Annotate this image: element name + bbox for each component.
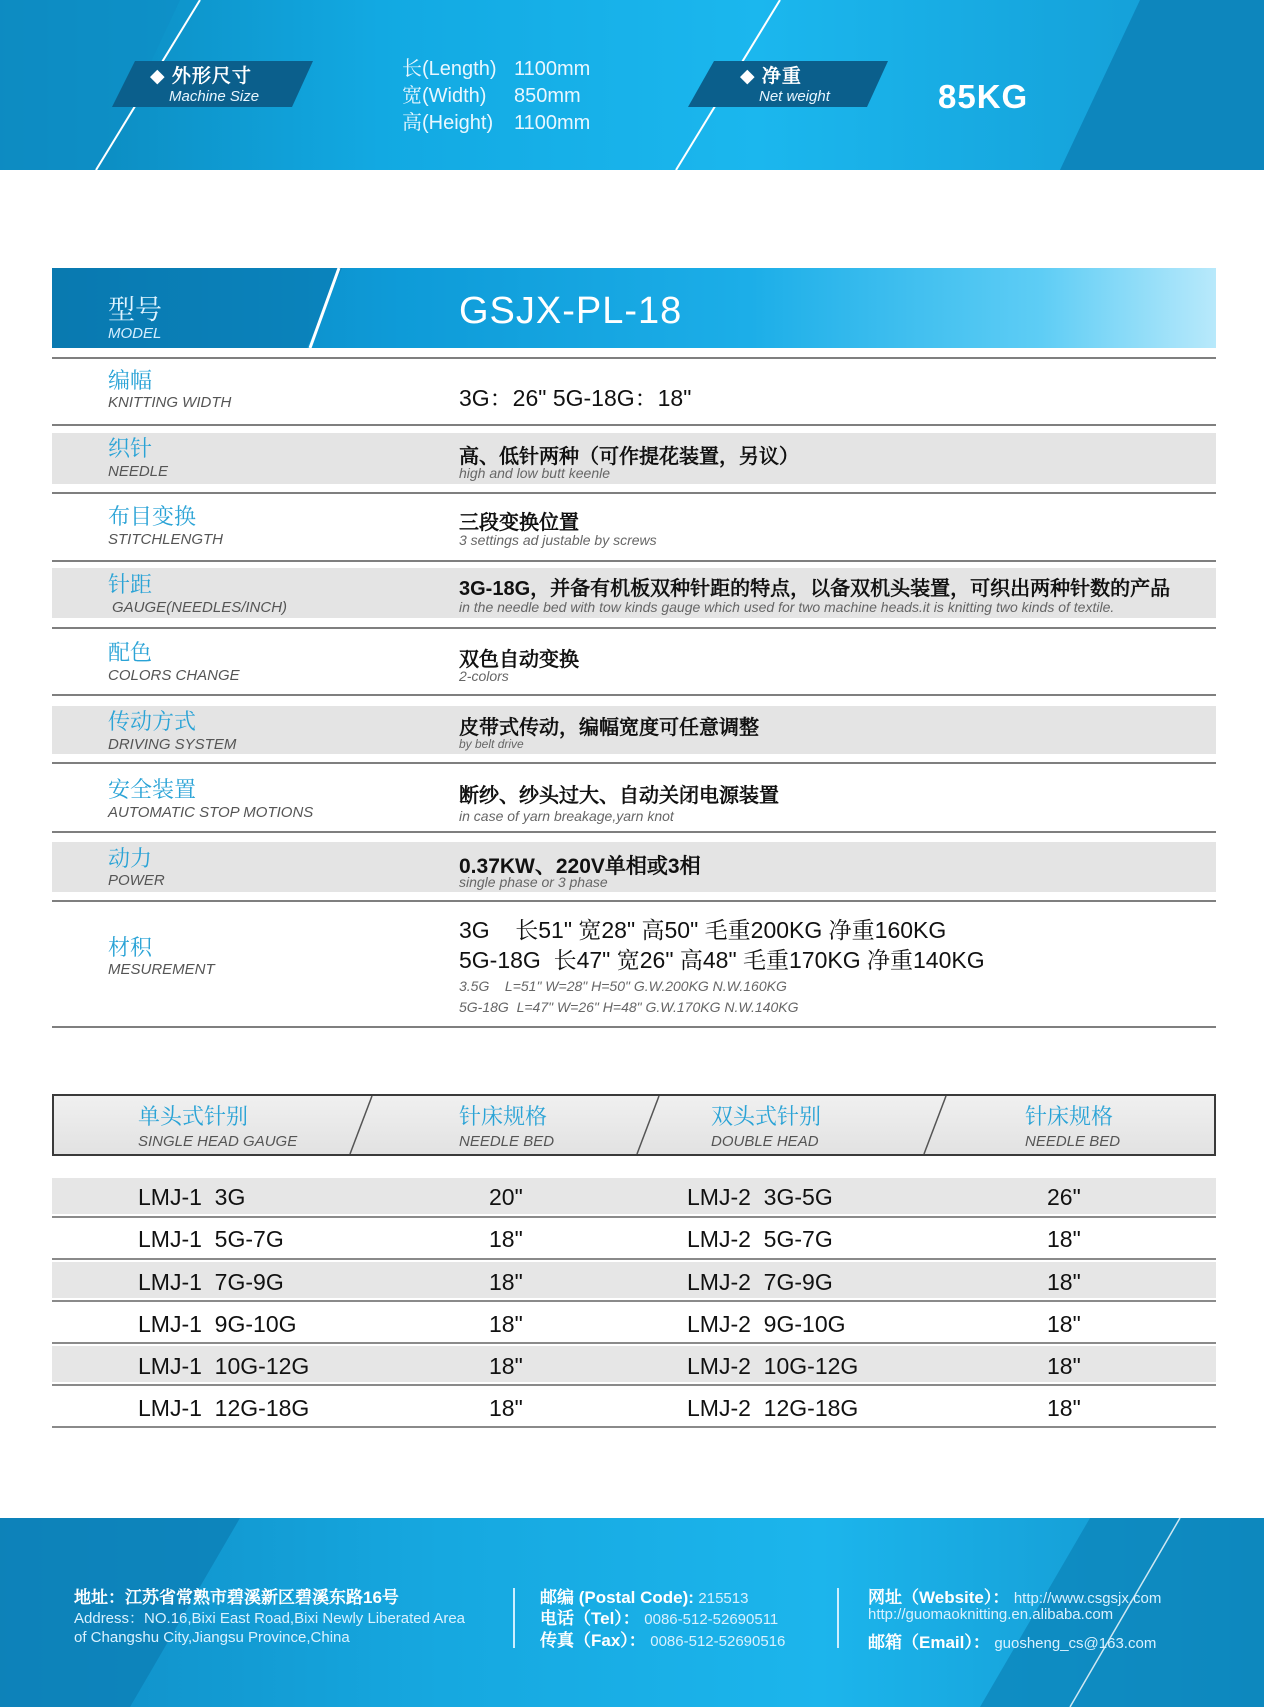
row-divider [52,560,1216,562]
alibaba-link[interactable]: http://guomaoknitting.en.alibaba.com [868,1606,1114,1623]
spec-value-en: in case of yarn breakage,yarn knot [459,808,674,824]
needle-bed-cell: 18" [1047,1353,1081,1379]
double-head-gauge-cell: LMJ-2 9G-10G [687,1311,846,1337]
row-divider [52,492,1216,494]
dimension-length: 长(Length) 1100mm [402,58,591,80]
spec-value-en: in the needle bed with tow kinds gauge which used for two machine heads.it is knitting two kinds of textile. [459,599,1115,615]
needle-bed-cell: 18" [1047,1226,1081,1252]
machine-size-zh: 外形尺寸 [171,66,252,87]
spec-label-zh: 材积 [108,935,153,960]
row-divider [52,762,1216,764]
measurement-line: 3G 长51" 宽28" 高50" 毛重200KG 净重160KG [459,917,947,943]
spec-value: 三段变换位置 [459,512,579,534]
measurement-sub-line: 5G-18G L=47" W=26" H=48" G.W.170KG N.W.140KG [459,999,799,1015]
spec-label-zh: 编幅 [108,368,153,393]
spec-label-zh: 动力 [108,846,153,871]
address-zh: 地址：江苏省常熟市碧溪新区碧溪东路16号 [74,1588,399,1607]
spec-label-en: KNITTING WIDTH [108,394,232,411]
gauge-header-en: NEEDLE BED [459,1133,555,1150]
spec-label-zh: 安全装置 [108,777,197,802]
model-label-zh: 型号 [108,295,162,325]
spec-label-en: COLORS CHANGE [108,667,240,684]
spec-label-en: GAUGE(NEEDLES/INCH) [112,599,288,616]
spec-label-en: POWER [108,872,165,889]
gauge-header-zh: 双头式针别 [711,1104,822,1129]
email-link[interactable]: guosheng_cs@163.com [994,1635,1157,1652]
spec-label-en: AUTOMATIC STOP MOTIONS [108,804,314,821]
needle-bed-cell: 18" [1047,1395,1081,1421]
diamond-bullet-icon: ◆ [740,66,756,87]
needle-bed-cell: 18" [489,1311,523,1337]
net-weight-zh: 净重 [761,66,802,87]
spec-value: 皮带式传动，编幅宽度可任意调整 [459,717,759,739]
spec-label-zh: 布目变换 [108,504,197,529]
net-weight-value: 85KG [938,78,1029,115]
row-divider [52,1426,1216,1428]
diamond-bullet-icon: ◆ [150,66,166,87]
spec-value-en: 2-colors [459,668,509,684]
dimensions-list [402,56,590,137]
spec-value: 高、低针两种（可作提花装置，另议） [459,446,799,468]
footer-divider [837,1588,839,1648]
gauge-header-en: NEEDLE BED [1025,1133,1121,1150]
machine-size-tag [150,61,259,105]
gauge-header-zh: 针床规格 [459,1104,548,1129]
spec-value-en: by belt drive [459,737,524,751]
spec-label-zh: 针距 [108,572,153,597]
row-divider [52,694,1216,696]
email: 邮箱（Email）： guosheng_cs@163.com [868,1633,1157,1652]
telephone: 电话（Tel）： 0086-512-52690511 [540,1609,779,1628]
spec-label-zh: 织针 [108,436,153,461]
spec-label-en: MESUREMENT [108,961,215,978]
address-en: of Changshu City,Jiangsu Province,China [74,1629,350,1646]
net-weight-en: Net weight [759,88,830,105]
spec-value-en: single phase or 3 phase [459,874,608,890]
gauge-header-zh: 单头式针别 [138,1104,249,1129]
row-divider [52,900,1216,902]
single-head-gauge-cell: LMJ-1 10G-12G [138,1353,310,1379]
spec-value-en: high and low butt keenle [459,465,610,481]
spec-value: 断纱、纱头过大、自动关闭电源装置 [459,785,779,807]
footer-divider [513,1588,515,1648]
needle-bed-cell: 18" [489,1395,523,1421]
single-head-gauge-cell: LMJ-1 7G-9G [138,1269,284,1295]
row-divider [52,1300,1216,1302]
website-link[interactable]: http://www.csgsjx.com [1013,1590,1162,1607]
row-divider [52,831,1216,833]
single-head-gauge-cell: LMJ-1 3G [138,1184,246,1210]
spec-label-en: DRIVING SYSTEM [108,736,237,753]
needle-bed-cell: 18" [489,1269,523,1295]
model-value: GSJX-PL-18 [459,290,683,332]
double-head-gauge-cell: LMJ-2 12G-18G [687,1395,859,1421]
spec-label-en: STITCHLENGTH [108,531,224,548]
spec-value: 0.37KW、220V单相或3相 [459,855,701,878]
measurement-line: 5G-18G 长47" 宽26" 高48" 毛重170KG 净重140KG [459,947,985,973]
spec-label-en: NEEDLE [108,463,169,480]
measurement-sub-line: 3.5G L=51" W=28" H=50" G.W.200KG N.W.160KG [459,978,787,994]
double-head-gauge-cell: LMJ-2 10G-12G [687,1353,859,1379]
double-head-gauge-cell: LMJ-2 5G-7G [687,1226,833,1252]
spec-label-zh: 传动方式 [108,709,197,734]
single-head-gauge-cell: LMJ-1 12G-18G [138,1395,310,1421]
double-head-gauge-cell: LMJ-2 3G-5G [687,1184,833,1210]
row-divider [52,1342,1216,1344]
dimension-height: 高(Height) 1100mm [402,112,591,134]
row-divider [52,424,1216,426]
fax: 传真（Fax）： 0086-512-52690516 [540,1631,786,1650]
model-label-en: MODEL [108,325,162,342]
needle-bed-cell: 18" [489,1226,523,1252]
spec-label-zh: 配色 [108,640,153,665]
net-weight-tag [740,61,830,105]
double-head-gauge-cell: LMJ-2 7G-9G [687,1269,833,1295]
row-divider [52,1216,1216,1218]
row-divider [52,627,1216,629]
row-divider [52,1384,1216,1386]
spec-value-en: 3 settings ad justable by screws [459,532,657,548]
needle-bed-cell: 18" [1047,1311,1081,1337]
needle-bed-cell: 20" [489,1184,523,1210]
needle-bed-cell: 18" [1047,1269,1081,1295]
spec-value: 3G：26" 5G-18G：18" [459,385,692,411]
row-divider [52,1258,1216,1260]
gauge-header-en: DOUBLE HEAD [711,1133,819,1150]
address-en: Address：NO.16,Bixi East Road,Bixi Newly Liberated Area [74,1610,466,1627]
row-divider [52,1026,1216,1028]
needle-bed-cell: 18" [489,1353,523,1379]
website: 网址（Website）： http://www.csgsjx.com [868,1588,1162,1607]
needle-bed-cell: 26" [1047,1184,1081,1210]
spec-value: 双色自动变换 [459,649,579,671]
gauge-header-zh: 针床规格 [1025,1104,1114,1129]
postal-code: 邮编 (Postal Code): 215513 [540,1588,749,1607]
gauge-header-en: SINGLE HEAD GAUGE [138,1133,298,1150]
dimension-width: 宽(Width) 850mm [402,85,581,107]
machine-size-en: Machine Size [169,88,260,105]
single-head-gauge-cell: LMJ-1 5G-7G [138,1226,284,1252]
spec-value: 3G-18G，并备有机板双种针距的特点，以备双机头装置，可织出两种针数的产品 [459,578,1171,600]
row-divider [52,357,1216,359]
single-head-gauge-cell: LMJ-1 9G-10G [138,1311,297,1337]
